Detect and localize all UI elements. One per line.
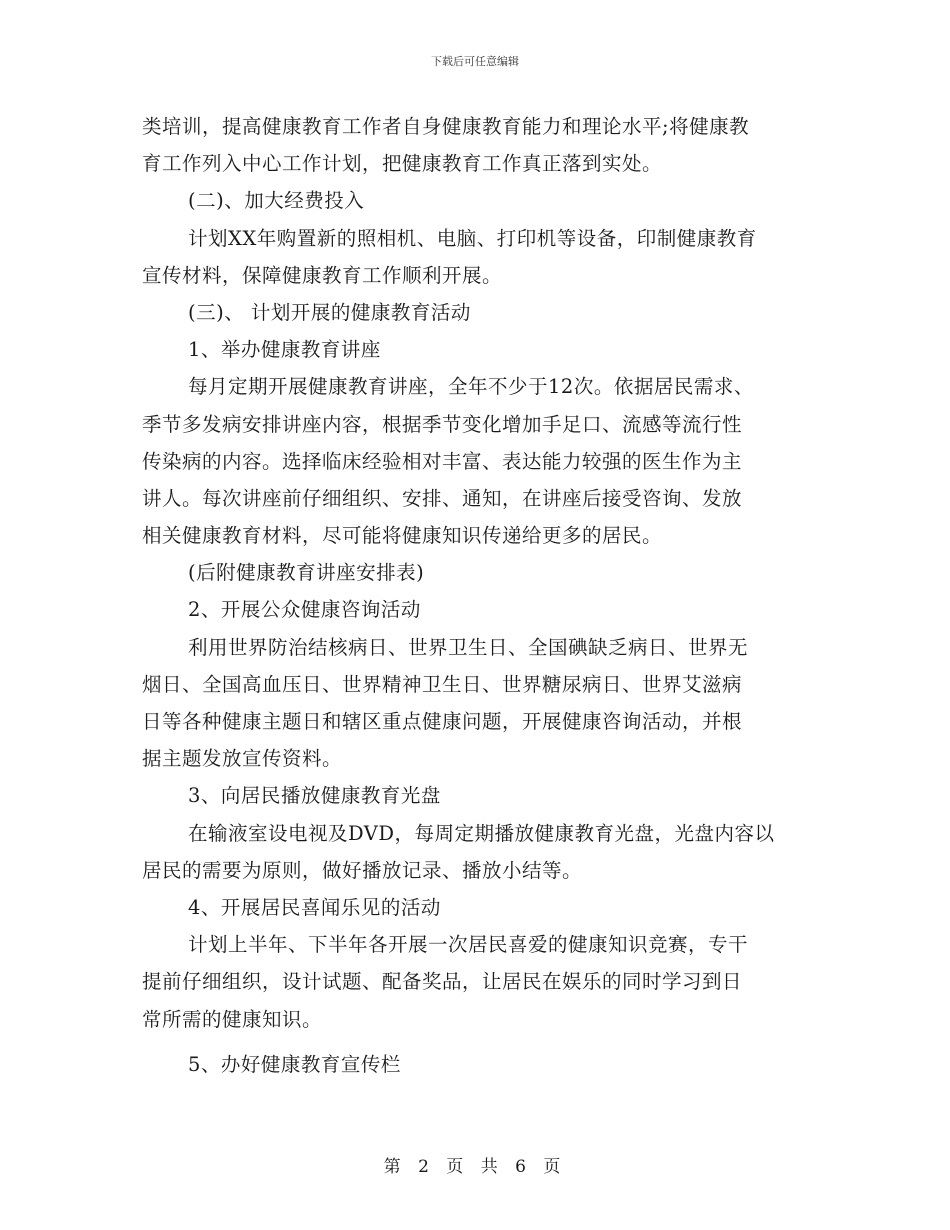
document-body — [142, 108, 812, 1083]
text-line: 据主题发放宣传资料。 — [142, 747, 343, 771]
text-line: 计划上半年、下半年各开展一次居民喜爱的健康知识竞赛，专干 — [188, 933, 749, 957]
text-line: 宣传材料，保障健康教育工作顺利开展。 — [142, 263, 503, 287]
text-line: (三)、 计划开展的健康教育活动 — [188, 300, 471, 324]
text-line: 讲人。每次讲座前仔细组织、安排、通知，在讲座后接受咨询、发放 — [142, 486, 743, 510]
text-line: 利用世界防治结核病日、世界卫生日、全国碘缺乏病日、世界无 — [188, 635, 749, 659]
text-line: 相关健康教育材料，尽可能将健康知识传递给更多的居民。 — [142, 524, 663, 548]
text-line: (二)、加大经费投入 — [188, 189, 365, 213]
page-header: 下载后可任意编辑 — [431, 55, 519, 68]
text-line: 季节多发病安排讲座内容，根据季节变化增加手足口、流感等流行性 — [142, 412, 743, 436]
text-line: 育工作列入中心工作计划，把健康教育工作真正落到实处。 — [142, 152, 663, 176]
text-line: 每月定期开展健康教育讲座，全年不少于12次。依据居民需求、 — [188, 375, 754, 399]
text-line: 传染病的内容。选择临床经验相对丰富、表达能力较强的医生作为主 — [142, 449, 743, 473]
text-line: 提前仔细组织，设计试题、配备奖品，让居民在娱乐的同时学习到日 — [142, 970, 743, 994]
text-line: 4、开展居民喜闻乐见的活动 — [188, 895, 441, 919]
text-line: 常所需的健康知识。 — [142, 1007, 323, 1031]
text-line: 2、开展公众健康咨询活动 — [188, 598, 421, 622]
text-line: 类培训，提高健康教育工作者自身健康教育能力和理论水平;将健康教 — [142, 115, 750, 138]
text-line: 计划XX年购置新的照相机、电脑、打印机等设备，印制健康教育 — [188, 226, 757, 250]
page-footer: 第 2 页 共 6 页 — [383, 1157, 567, 1177]
text-line: (后附健康教育讲座安排表) — [188, 561, 425, 585]
text-line: 3、向居民播放健康教育光盘 — [188, 784, 441, 808]
text-line: 5、办好健康教育宣传栏 — [188, 1052, 401, 1076]
text-line: 居民的需要为原则，做好播放记录、播放小结等。 — [142, 858, 583, 882]
text-line: 1、举办健康教育讲座 — [188, 338, 381, 362]
text-line: 日等各种健康主题日和辖区重点健康问题，开展健康咨询活动，并根 — [142, 710, 743, 733]
text-line: 烟日、全国高血压日、世界精神卫生日、世界糖尿病日、世界艾滋病 — [142, 672, 743, 696]
text-line: 在输液室设电视及DVD，每周定期播放健康教育光盘，光盘内容以 — [188, 821, 775, 845]
